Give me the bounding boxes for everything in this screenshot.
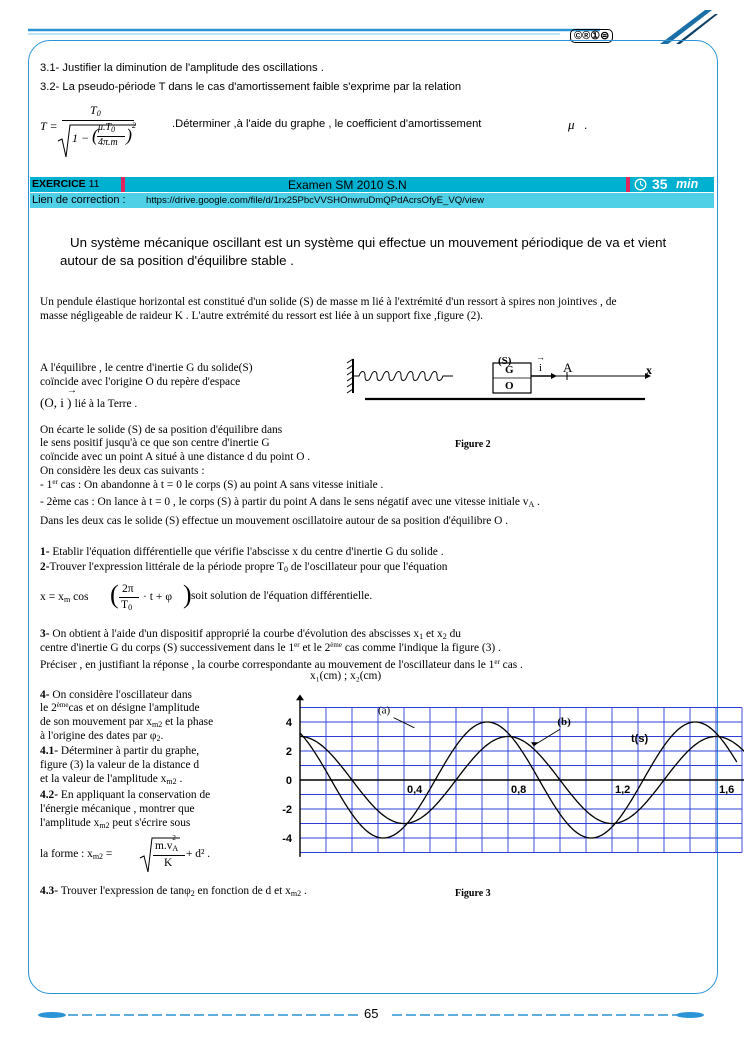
statement-p5: Dans les deux cas le solide (S) effectue un mouvement oscillatoire autour de sa position d'équilibre O .: [40, 515, 509, 527]
exercise-label: EXERCICE 11: [32, 178, 100, 190]
curve-label-b-pointer: [534, 729, 560, 745]
statement-p1: Un pendule élastique horizontal est constitué d'un solide (S) de masse m lié à l'extrémité d'un ressort à spires non jointives , de masse négligeable de raideur K . L'autre extrémité du ressort est liée à un support fixe ,figure (2).: [40, 296, 617, 322]
chart-xlabel: t(s): [631, 733, 649, 745]
question-3-line3: Préciser , en justifiant la réponse , la courbe correspondante au mouvement de l'oscillateur dans le 1er cas .: [40, 658, 523, 671]
case-1: - 1er cas : On abandonne à t = 0 le corps (S) au point A sans vitesse initiale .: [40, 478, 384, 491]
question-4-l1: 4- On considère l'oscillateur dans: [40, 689, 192, 701]
question-4-1-l1: 4.1- Déterminer à partir du graphe,: [40, 745, 200, 757]
page-number: 65: [364, 1006, 379, 1021]
question-4-l4: à l'origine des dates par $\varphi_2$.: [40, 730, 164, 743]
question-1: 1- Etablir l'équation différentielle que vérifie l'abscisse x du centre d'inertie G du solide .: [40, 546, 444, 558]
x-tick-label: 0,4: [407, 784, 423, 796]
fig2-label-G: G: [505, 364, 514, 376]
exercise-header-bar: [30, 177, 714, 192]
figure-3-chart: [276, 670, 735, 870]
question-4-1-l2: figure (3) la valeur de la distance d: [40, 759, 200, 771]
fig2-label-x: x: [646, 363, 652, 377]
clock-icon: [634, 178, 647, 191]
fig2-label-i: i: [539, 362, 543, 374]
figure-2-caption: Figure 2: [455, 439, 491, 450]
statement-p3b: le sens positif jusqu'à ce que son centre d'inertie G: [40, 437, 270, 449]
question-3-1: 3.1- Justifier la diminution de l'amplitude des oscillations .: [40, 62, 324, 74]
question-4-2-l3: l'amplitude $x_{m2}$ peut s'écrire sous: [40, 817, 191, 830]
question-3-2: 3.2- La pseudo-période T dans le cas d'amortissement faible s'exprime par la relation: [40, 81, 462, 93]
statement-p2b: coïncide avec l'origine O du repère d'espace: [40, 376, 241, 388]
y-tick-label: 0: [285, 775, 292, 787]
curve-label-b-arrow: [531, 742, 538, 746]
x-tick-label: 1,6: [719, 784, 735, 796]
question-4-3: 4.3- Trouver l'expression de tanφ$_2$ en fonction de d et $x_{m2}$ .: [40, 885, 307, 898]
curve-label-b: (b): [557, 715, 571, 728]
x-tick-label: 1,2: [615, 784, 631, 796]
time-value: 35: [652, 176, 668, 192]
question-4-1-l3: et la valeur de l'amplitude $x_{m2}$ .: [40, 773, 183, 786]
frame-notation: (O, i ) → lié à la Terre .: [40, 385, 138, 410]
correction-link-bar: [30, 193, 714, 208]
pseudo-period-formula: T = $T_0$ 1 − ( $\mu.T_0$ 4π.m ) 2 .Déterminer ,à l'aide du graphe , le coefficient d'amortissement μ .: [40, 103, 660, 163]
fig2-label-S: (S): [498, 355, 512, 367]
question-2: 2-Trouver l'expression littérale de la période propre $T_0$ de l'oscillateur pour que l'équation: [40, 561, 448, 574]
figure-3-caption: Figure 3: [455, 888, 491, 899]
solution-equation: $x = x_m$ cos ( 2π $T_0$ · t + φ ) soit solution de l'équation différentielle.: [40, 580, 373, 612]
question-3-line1: 3- On obtient à l'aide d'un dispositif approprié la courbe d'évolution des abscisses $x_1$ et $x_2$ du: [40, 628, 462, 641]
exam-title: Examen SM 2010 S.N: [288, 178, 407, 192]
exercise-marker-left: [121, 177, 125, 192]
correction-link[interactable]: https://drive.google.com/file/d/1rx25PbcVVSHOnwruDmQPdAcrsOfyE_VQ/view: [146, 195, 485, 206]
statement-p2a: A l'équilibre , le centre d'inertie G du solide(S): [40, 362, 253, 374]
question-4-2-l2: l'énergie mécanique , montrer que: [40, 803, 195, 815]
fig2-arrow-i: →: [536, 352, 545, 362]
exercise-marker-right: [626, 177, 630, 192]
y-axis-arrow: [296, 694, 304, 700]
curve-label-a: (a): [378, 704, 391, 717]
y-tick-label: 4: [285, 717, 292, 729]
fig2-label-A: A: [563, 360, 573, 375]
question-3-line2: centre d'inertie G du corps (S) successivement dans le 1er et le 2ème cas comme l'indique la figure (3) .: [40, 641, 501, 654]
fig2-label-O: O: [505, 380, 514, 392]
question-4-2-l1: 4.2- En appliquant la conservation de: [40, 789, 211, 801]
y-tick-label: 2: [285, 746, 292, 758]
y-tick-label: -2: [282, 804, 292, 816]
case-2: - 2ème cas : On lance à t = 0 , le corps (S) à partir du point A dans le sens négatif avec une vitesse initiale $v_A$ .: [40, 496, 540, 509]
statement-p3c: coïncide avec un point A situé à une distance d du point O .: [40, 451, 311, 463]
chart-ylabel: x₁(cm) ; x₂(cm): [310, 670, 382, 682]
intro-text: Un système mécanique oscillant est un système qui effectue un mouvement périodique de va et vient autour de sa position d'équilibre stable .: [60, 235, 667, 268]
time-unit: min: [676, 177, 699, 191]
question-4-l3: de son mouvement par $x_{m2}$ et la phase: [40, 716, 214, 729]
y-tick-label: -4: [282, 833, 292, 845]
license-badge: ©®①⊜: [570, 29, 613, 43]
link-label: Lien de correction :: [32, 194, 126, 206]
statement-p3a: On écarte le solide (S) de sa position d'équilibre dans: [40, 424, 283, 436]
statement-p4: On considère les deux cas suivants :: [40, 465, 205, 477]
question-4-l2: le 2èmecas et on désigne l'amplitude: [40, 701, 200, 714]
x-tick-label: 0,8: [511, 784, 527, 796]
amplitude-formula: la forme : $x_{m2}$ = $m.v_A$ 2 K + d² .: [40, 836, 280, 876]
